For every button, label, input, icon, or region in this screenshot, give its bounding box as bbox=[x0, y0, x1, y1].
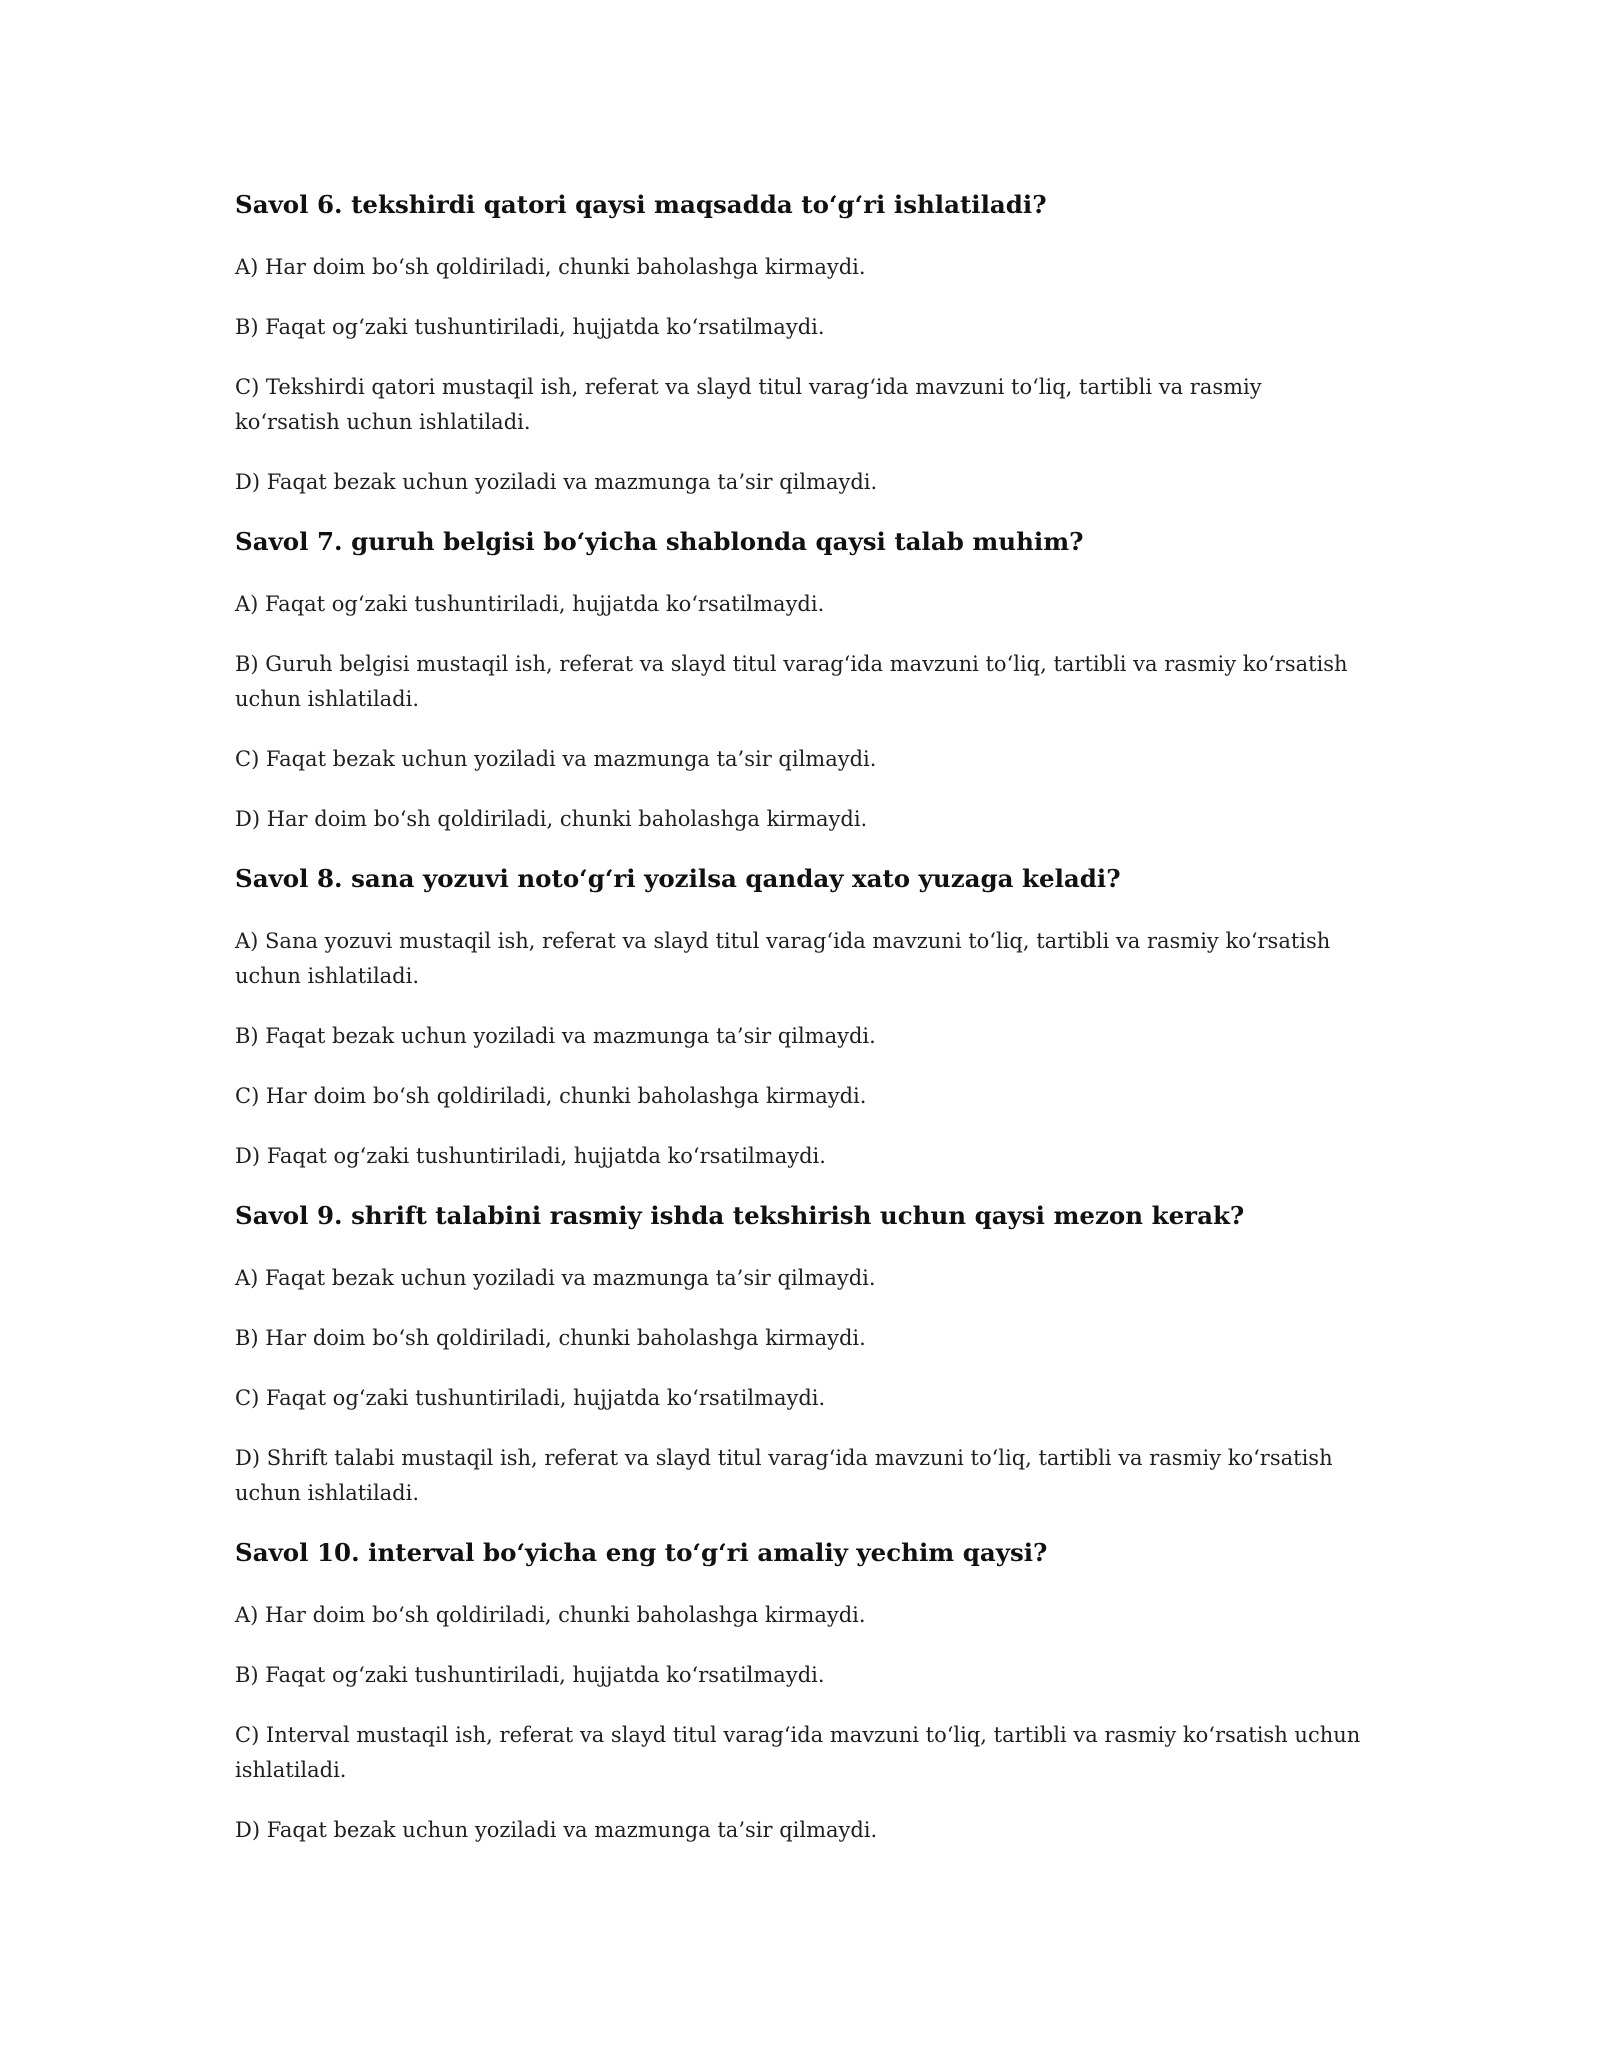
answer-option-c: C) Har doim bo‘sh qoldiriladi, chunki baholashga kirmaydi. bbox=[235, 1084, 867, 1108]
answer-option-c: C) Interval mustaqil ish, referat va slayd titul varag‘ida mavzuni to‘liq, tartibli va rasmiy ko‘rsatish uchun ishlatiladi. bbox=[235, 1723, 1361, 1782]
answer-option-b: B) Faqat bezak uchun yoziladi va mazmunga ta’sir qilmaydi. bbox=[235, 1024, 876, 1048]
answer-option-d: D) Faqat bezak uchun yoziladi va mazmunga ta’sir qilmaydi. bbox=[235, 1818, 878, 1842]
answer-option-b: B) Faqat og‘zaki tushuntiriladi, hujjatda ko‘rsatilmaydi. bbox=[235, 1663, 825, 1687]
question-title: Savol 8. sana yozuvi noto‘g‘ri yozilsa qanday xato yuzaga keladi? bbox=[235, 864, 1121, 893]
answer-option-a: A) Har doim bo‘sh qoldiriladi, chunki baholashga kirmaydi. bbox=[235, 255, 866, 279]
answer-option-a: A) Har doim bo‘sh qoldiriladi, chunki baholashga kirmaydi. bbox=[235, 1603, 866, 1627]
answer-option-c: C) Faqat bezak uchun yoziladi va mazmunga ta’sir qilmaydi. bbox=[235, 747, 877, 771]
question-title: Savol 6. tekshirdi qatori qaysi maqsadda to‘g‘ri ishlatiladi? bbox=[235, 190, 1047, 219]
answer-option-b: B) Har doim bo‘sh qoldiriladi, chunki baholashga kirmaydi. bbox=[235, 1326, 866, 1350]
answer-option-d: D) Shrift talabi mustaqil ish, referat va slayd titul varag‘ida mavzuni to‘liq, tartibli va rasmiy ko‘rsatish uchun ishlatiladi. bbox=[235, 1446, 1333, 1505]
answer-option-c: C) Faqat og‘zaki tushuntiriladi, hujjatda ko‘rsatilmaydi. bbox=[235, 1386, 826, 1410]
question-title: Savol 7. guruh belgisi bo‘yicha shablonda qaysi talab muhim? bbox=[235, 527, 1084, 556]
answer-option-a: A) Sana yozuvi mustaqil ish, referat va slayd titul varag‘ida mavzuni to‘liq, tartibli va rasmiy ko‘rsatish uchun ishlatiladi. bbox=[235, 929, 1331, 988]
answer-option-d: D) Har doim bo‘sh qoldiriladi, chunki baholashga kirmaydi. bbox=[235, 807, 868, 831]
answer-option-d: D) Faqat og‘zaki tushuntiriladi, hujjatda ko‘rsatilmaydi. bbox=[235, 1144, 826, 1168]
answer-option-a: A) Faqat bezak uchun yoziladi va mazmunga ta’sir qilmaydi. bbox=[235, 1266, 876, 1290]
answer-option-d: D) Faqat bezak uchun yoziladi va mazmunga ta’sir qilmaydi. bbox=[235, 470, 878, 494]
answer-option-b: B) Faqat og‘zaki tushuntiriladi, hujjatda ko‘rsatilmaydi. bbox=[235, 315, 825, 339]
answer-option-a: A) Faqat og‘zaki tushuntiriladi, hujjatda ko‘rsatilmaydi. bbox=[235, 592, 825, 616]
answer-option-b: B) Guruh belgisi mustaqil ish, referat va slayd titul varag‘ida mavzuni to‘liq, tartibli va rasmiy ko‘rsatish uchun ishlatiladi. bbox=[235, 652, 1348, 711]
question-title: Savol 9. shrift talabini rasmiy ishda tekshirish uchun qaysi mezon kerak? bbox=[235, 1201, 1245, 1230]
answer-option-c: C) Tekshirdi qatori mustaqil ish, referat va slayd titul varag‘ida mavzuni to‘liq, tartibli va rasmiy ko‘rsatish uchun ishlatiladi. bbox=[235, 375, 1262, 434]
question-title: Savol 10. interval bo‘yicha eng to‘g‘ri amaliy yechim qaysi? bbox=[235, 1538, 1048, 1567]
